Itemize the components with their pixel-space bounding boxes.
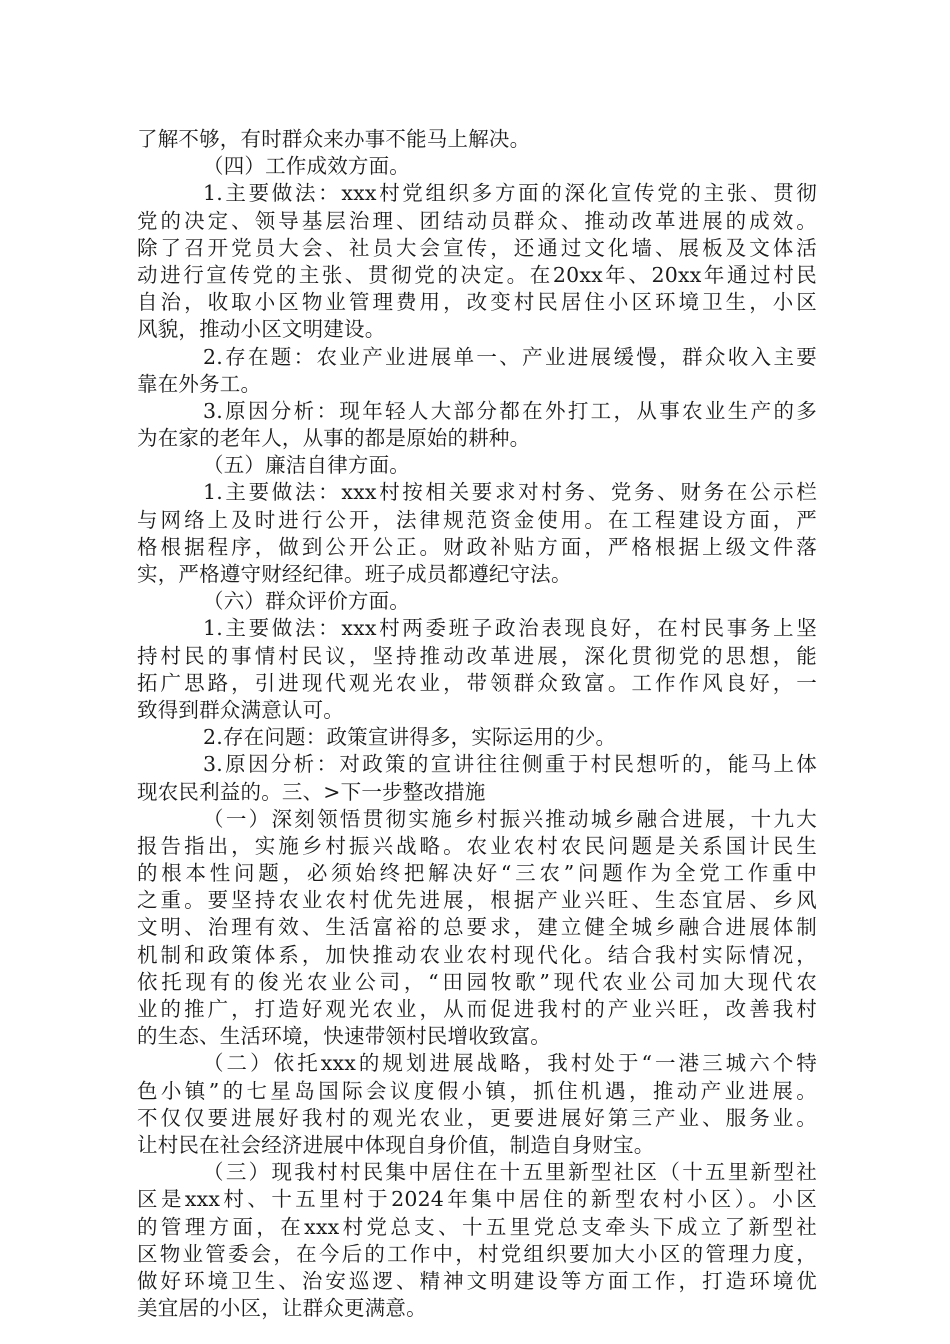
text-line: 实，严格遵守财经纪律。班子成员都遵纪守法。 [137, 562, 572, 586]
text-line: 之重。要坚持农业农村优先进展，根据产业兴旺、生态宜居、乡风 [137, 888, 817, 913]
text-line: 2.存在问题：政策宣讲得多，实际运用的少。 [203, 725, 617, 750]
text-line: 3.原因分析：对政策的宣讲往往侧重于村民想听的，能马上体 [203, 752, 817, 777]
text-line: 持村民的事情村民议，坚持推动改革进展，深化贯彻党的思想，能 [137, 643, 817, 668]
text-line: 做好环境卫生、治安巡逻、精神文明建设等方面工作，打造环境优 [137, 1268, 817, 1293]
text-line: （一）深刻领悟贯彻实施乡村振兴推动城乡融合进展，十九大 [203, 806, 817, 831]
text-line: （三）现我村村民集中居住在十五里新型社区（十五里新型社 [203, 1160, 817, 1185]
text-line: 依托现有的俊光农业公司，“田园牧歌”现代农业公司加大现代农 [137, 969, 817, 994]
text-line: 现农民利益的。三、>下一步整改措施 [137, 779, 486, 804]
text-line: 的管理方面，在xxx村党总支、十五里党总支牵头下成立了新型社 [137, 1214, 817, 1239]
text-line: 格根据程序，做到公开公正。财政补贴方面，严格根据上级文件落 [137, 534, 817, 559]
text-line: 的生态、生活环境，快速带领村民增收致富。 [137, 1024, 551, 1049]
text-line: （五）廉洁自律方面。 [203, 453, 410, 478]
text-line: 区是xxx村、十五里村于2024年集中居住的新型农村小区）。小区 [137, 1187, 817, 1212]
document-page [137, 126, 817, 1322]
text-line: 不仅仅要进展好我村的观光农业，更要进展好第三产业、服务业。 [137, 1105, 817, 1130]
text-line: 党的决定、领导基层治理、团结动员群众、推动改革进展的成效。 [137, 208, 817, 233]
text-line: 致得到群众满意认可。 [137, 697, 344, 722]
text-line: 机制和政策体系，加快推动农业农村现代化。结合我村实际情况， [137, 942, 817, 967]
text-line: 业的推广，打造好观光农业，从而促进我村的产业兴旺，改善我村 [137, 997, 817, 1021]
text-line: 拓广思路，引进现代观光农业，带领群众致富。工作作风良好，一 [137, 670, 817, 695]
text-line: 美宜居的小区，让群众更满意。 [137, 1296, 427, 1321]
text-line: 自治，收取小区物业管理费用，改变村民居住小区环境卫生，小区 [137, 290, 817, 315]
text-line: 为在家的老年人，从事的都是原始的耕种。 [137, 426, 531, 451]
text-line: 的根本性问题，必须始终把解决好“三农”问题作为全党工作重中 [137, 861, 817, 886]
text-line: 让村民在社会经济进展中体现自身价值，制造自身财宝。 [137, 1132, 655, 1157]
text-line: 文明、治理有效、生活富裕的总要求，建立健全城乡融合进展体制 [137, 915, 817, 940]
text-line: 1.主要做法：xxx村两委班子政治表现良好，在村民事务上坚 [203, 616, 817, 641]
text-line: 区物业管委会，在今后的工作中，村党组织要加大小区的管理力度， [137, 1241, 817, 1266]
text-line: 靠在外务工。 [137, 371, 262, 396]
text-line: 动进行宣传党的主张、贯彻党的决定。在20xx年、20xx年通过村民 [137, 262, 817, 287]
text-line: （四）工作成效方面。 [203, 154, 410, 179]
text-line: 色小镇”的七星岛国际会议度假小镇，抓住机遇，推动产业进展。 [137, 1078, 817, 1103]
text-line: 风貌，推动小区文明建设。 [137, 317, 386, 342]
text-line: 报告指出，实施乡村振兴战略。农业农村农民问题是关系国计民生 [137, 833, 817, 858]
text-line: 除了召开党员大会、社员大会宣传，还通过文化墙、展板及文体活 [137, 235, 817, 260]
text-line: （二）依托xxx的规划进展战略，我村处于“一港三城六个特 [203, 1051, 817, 1076]
text-line: （六）群众评价方面。 [203, 589, 410, 614]
text-line: 了解不够，有时群众来办事不能马上解决。 [137, 127, 531, 151]
text-line: 3.原因分析：现年轻人大部分都在外打工，从事农业生产的多 [203, 398, 817, 423]
text-line: 1.主要做法：xxx村按相关要求对村务、党务、财务在公示栏 [203, 480, 817, 505]
text-line: 与网络上及时进行公开，法律规范资金使用。在工程建设方面，严 [137, 507, 817, 532]
text-line: 1.主要做法：xxx村党组织多方面的深化宣传党的主张、贯彻 [203, 181, 817, 206]
text-line: 2.存在题：农业产业进展单一、产业进展缓慢，群众收入主要 [203, 344, 817, 369]
